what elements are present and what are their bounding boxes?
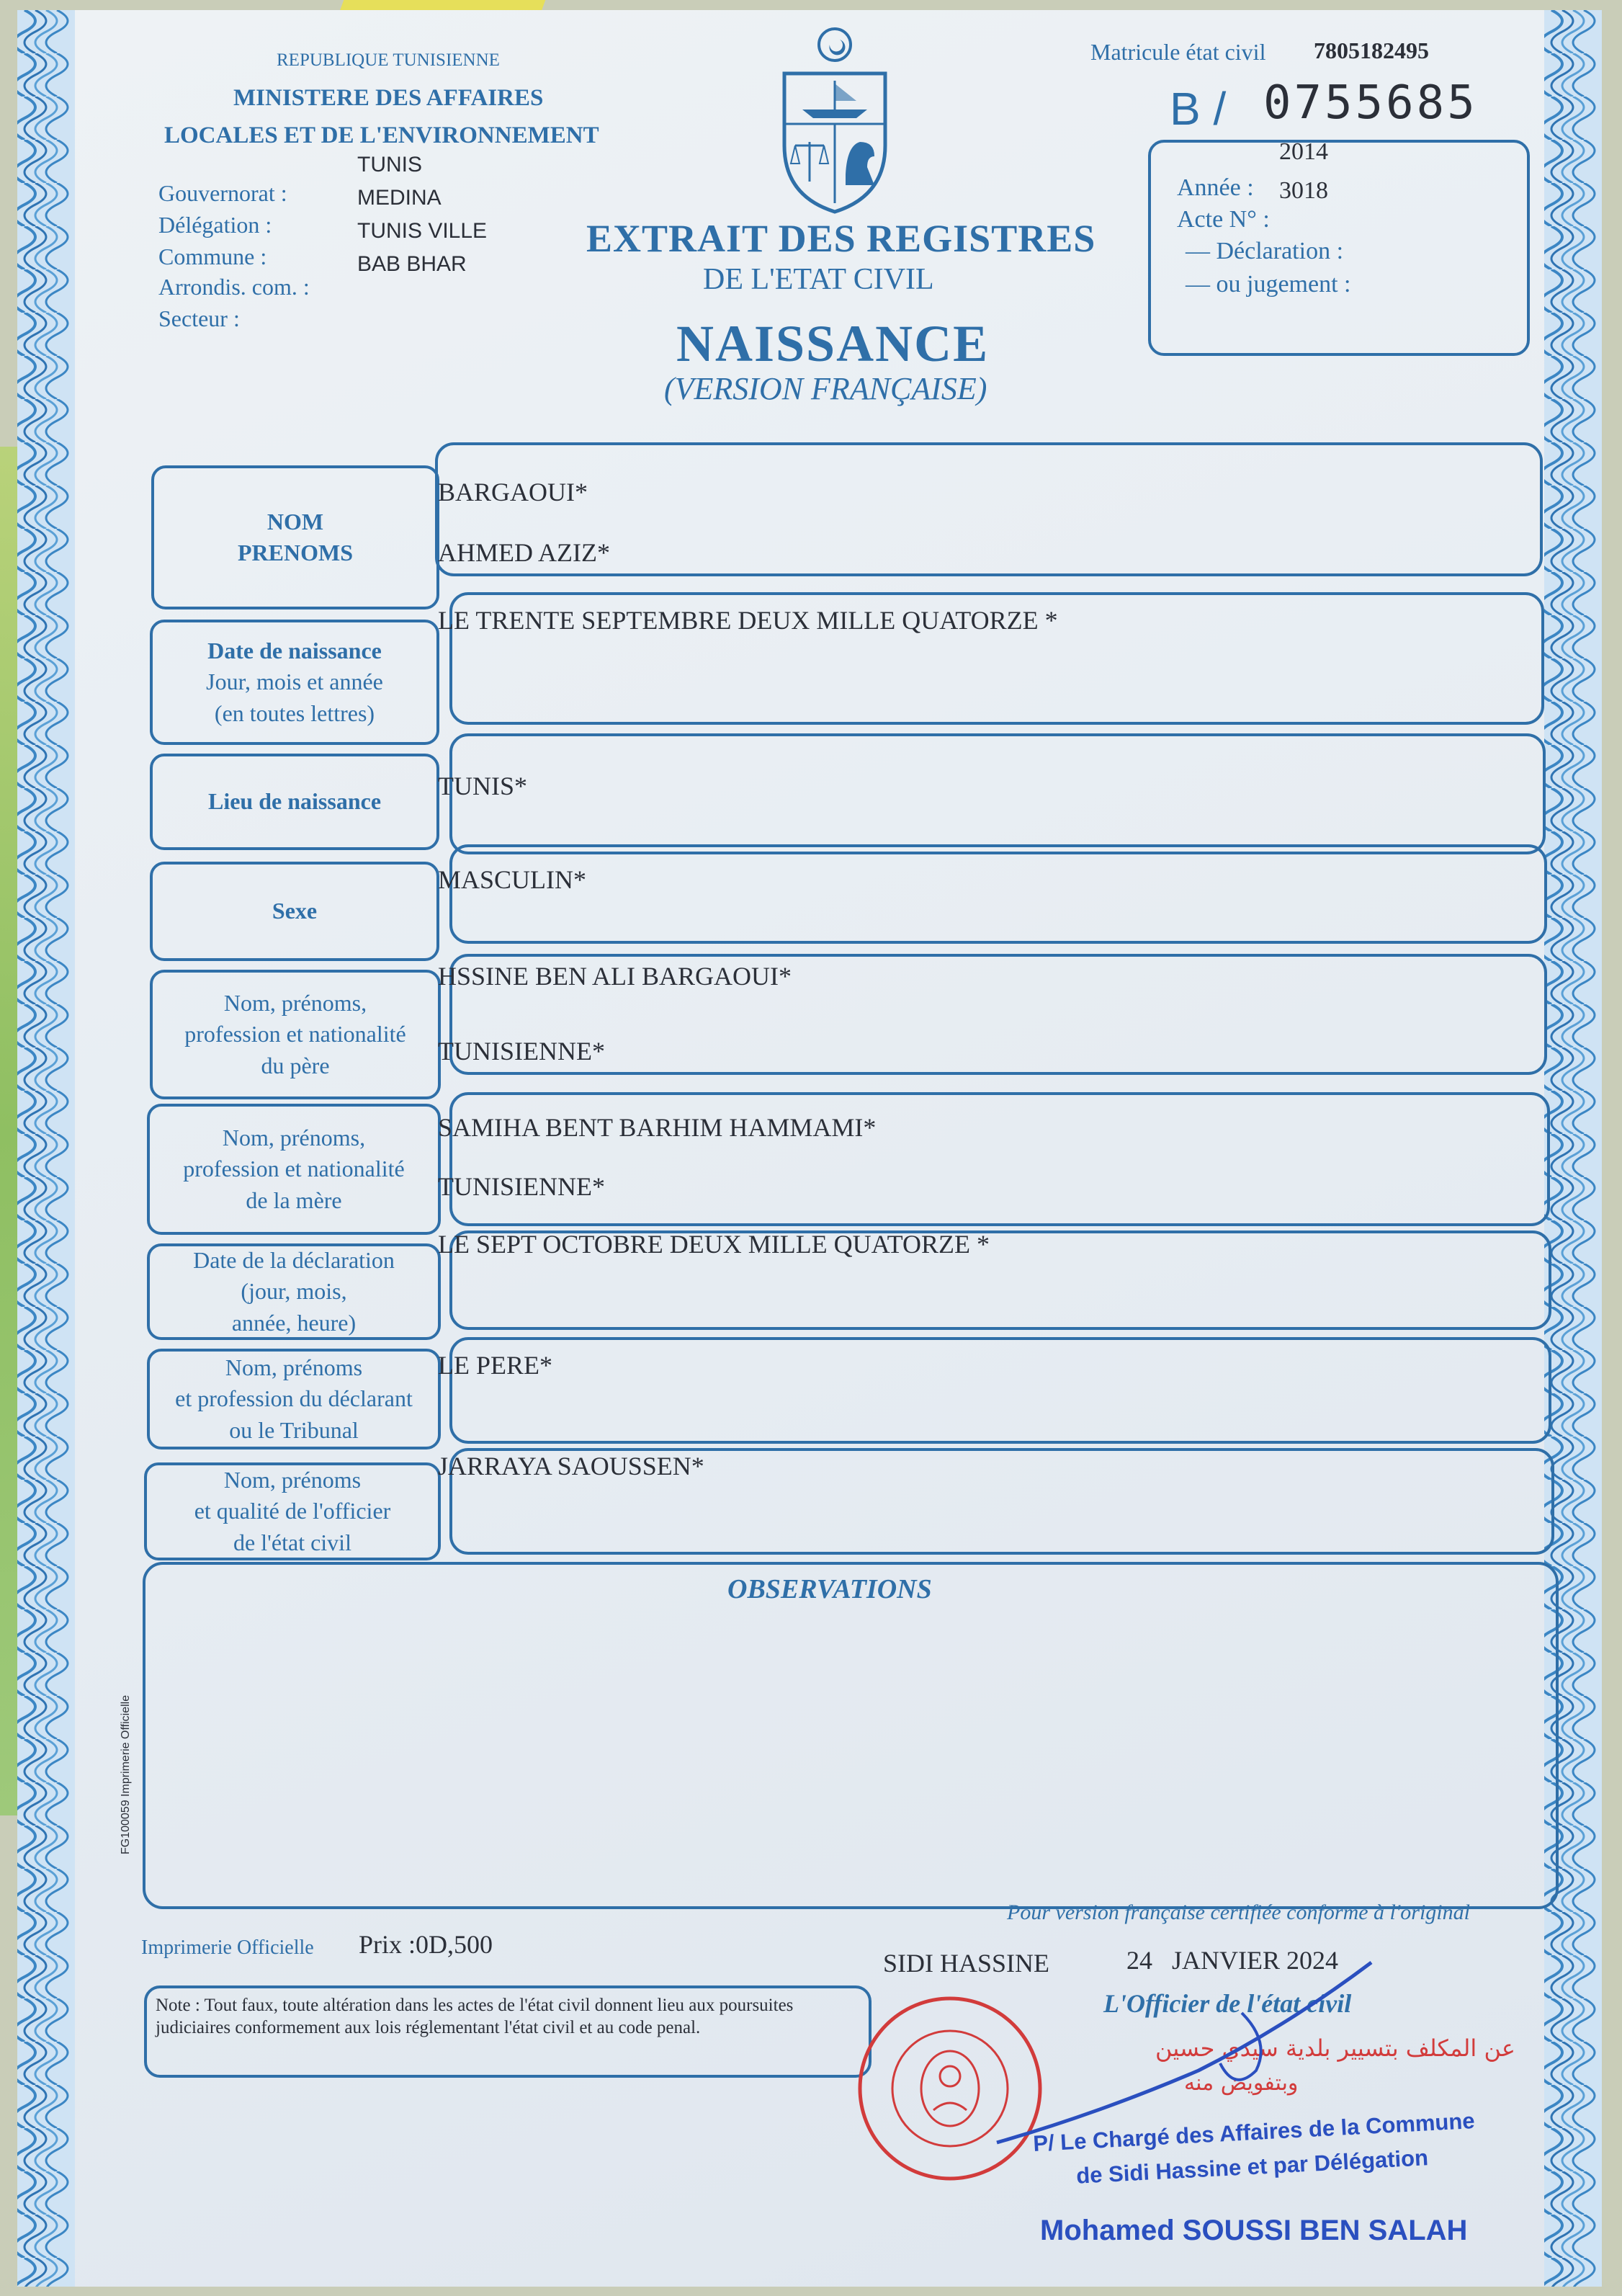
place-label: SIDI HASSINE <box>883 1949 1050 1978</box>
declarant-value-cell <box>449 1337 1551 1444</box>
observations-box <box>143 1562 1559 1909</box>
pere-value1: HSSINE BEN ALI BARGAOUI* <box>438 962 792 991</box>
mere-value1: SAMIHA BENT BARHIM HAMMAMI* <box>438 1113 877 1142</box>
date-naissance-label1: Date de naissance <box>207 638 382 664</box>
declarant-label1: Nom, prénoms <box>225 1354 363 1381</box>
document-version: (VERSION FRANÇAISE) <box>664 371 987 406</box>
ministry-line1: MINISTERE DES AFFAIRES <box>233 85 544 111</box>
mere-label1: Nom, prénoms, <box>222 1125 366 1151</box>
acte-label: Acte N° : <box>1177 206 1270 233</box>
delegation-label: Délégation : <box>158 212 272 238</box>
stamp-line1: P/ Le Chargé des Affaires de la Commune <box>1032 2107 1476 2157</box>
prenoms-value: AHMED AZIZ* <box>438 538 610 567</box>
lieu-label-cell <box>150 754 439 850</box>
imprimerie-label: Imprimerie Officielle <box>141 1937 314 1959</box>
mere-label3: de la mère <box>246 1187 342 1213</box>
arrondis-label: Arrondis. com. : <box>158 274 310 300</box>
pere-label-cell <box>150 970 441 1099</box>
tunisia-coat-of-arms-icon <box>766 23 903 218</box>
serial-prefix: B / <box>1170 83 1227 135</box>
officier-value: JARRAYA SAOUSSEN* <box>438 1452 704 1480</box>
annee-value: 2014 <box>1279 138 1328 165</box>
pere-label2: profession et nationalité <box>184 1021 406 1048</box>
legal-note: Note : Tout faux, toute altération dans les actes de l'état civil donnent lieu aux poursuites judiciaires conformement aux lois réglementant l'état civil et au code penal. <box>156 1996 794 2038</box>
prenoms-label: PRENOMS <box>238 540 353 566</box>
document-type: NAISSANCE <box>676 315 990 372</box>
side-print-label: FG100059 Imprimerie Officielle <box>120 1694 132 1854</box>
declarant-label2: et profession du déclarant <box>175 1385 413 1412</box>
sexe-label-cell <box>150 862 439 961</box>
certified-label: Pour version française certifiée conforme à l'original <box>1007 1900 1470 1924</box>
declaration-date-label-cell <box>147 1243 441 1340</box>
mere-label-cell <box>147 1104 441 1235</box>
left-wave-border <box>17 10 75 2287</box>
lieu-value: TUNIS* <box>438 772 527 800</box>
matricule-value: 7805182495 <box>1314 37 1429 63</box>
commune-label: Commune : <box>158 244 267 269</box>
declaration-date-label2: (jour, mois, <box>241 1278 347 1305</box>
right-wave-border <box>1544 10 1602 2287</box>
lieu-label: Lieu de naissance <box>207 788 382 815</box>
declaration-date-value: LE SEPT OCTOBRE DEUX MILLE QUATORZE * <box>438 1230 990 1259</box>
delegation-value: MEDINA <box>357 186 442 210</box>
stamp-name: Mohamed SOUSSI BEN SALAH <box>1040 2215 1468 2246</box>
officier-label-cell <box>144 1462 441 1560</box>
declaration-date-label3: année, heure) <box>231 1309 357 1336</box>
matricule-label: Matricule état civil <box>1090 39 1266 65</box>
commune-value: TUNIS VILLE <box>357 219 488 243</box>
date-naissance-value: LE TRENTE SEPTEMBRE DEUX MILLE QUATORZE * <box>438 606 1058 635</box>
sexe-value-cell <box>449 844 1547 944</box>
pere-value2: TUNISIENNE* <box>438 1037 605 1066</box>
nom-label-cell <box>151 465 439 609</box>
signature-icon <box>982 1955 1415 2171</box>
birth-certificate-document <box>17 10 1602 2287</box>
declarant-label3: ou le Tribunal <box>229 1416 359 1443</box>
pere-label1: Nom, prénoms, <box>223 990 367 1017</box>
jugement-label: — ou jugement : <box>1186 271 1351 298</box>
observations-label: OBSERVATIONS <box>727 1574 932 1604</box>
declaration-date-label1: Date de la déclaration <box>193 1247 395 1274</box>
lieu-value-cell <box>449 733 1546 854</box>
date-naissance-label-cell <box>150 620 439 745</box>
date-naissance-label3: (en toutes lettres) <box>214 700 375 726</box>
arrondis-value: BAB BHAR <box>357 252 467 276</box>
document-subtitle: DE L'ETAT CIVIL <box>703 263 934 296</box>
gouvernorat-label: Gouvernorat : <box>158 180 287 206</box>
document-title: EXTRAIT DES REGISTRES <box>586 217 1096 260</box>
officier-label2: et qualité de l'officier <box>194 1498 391 1524</box>
date-label: 24 JANVIER 2024 <box>1126 1946 1338 1975</box>
ministry-line2: LOCALES ET DE L'ENVIRONNEMENT <box>164 122 599 148</box>
officer-title: L'Officier de l'état civil <box>1103 1989 1352 2018</box>
serial-number: 0755685 <box>1263 76 1478 130</box>
stamp-line2: de Sidi Hassine et par Délégation <box>1075 2145 1429 2189</box>
acte-value: 3018 <box>1279 177 1328 204</box>
sexe-label: Sexe <box>272 898 318 924</box>
officier-label3: de l'état civil <box>233 1529 351 1555</box>
declarant-label-cell <box>147 1349 441 1449</box>
mere-label2: profession et nationalité <box>183 1156 405 1182</box>
nom-value: BARGAOUI* <box>438 478 588 506</box>
nom-label: NOM <box>266 508 324 535</box>
mere-value2: TUNISIENNE* <box>438 1172 605 1201</box>
stamp-arabic-line1: عن المكلف بتسيير بلدية سيدي حسين <box>1155 2034 1515 2062</box>
pere-label3: du père <box>261 1052 330 1078</box>
declaration-label: — Déclaration : <box>1186 238 1344 264</box>
declarant-value: LE PERE* <box>438 1351 552 1380</box>
officier-label1: Nom, prénoms <box>223 1467 362 1493</box>
prix-label: Prix :0D,500 <box>359 1930 493 1959</box>
annee-label: Année : <box>1177 174 1254 201</box>
sexe-value: MASCULIN* <box>438 865 587 894</box>
gouvernorat-value: TUNIS <box>357 153 422 177</box>
stamp-arabic-line2: وبتفويض منه <box>1184 2071 1299 2096</box>
date-naissance-label2: Jour, mois et année <box>206 669 383 695</box>
republic-label: REPUBLIQUE TUNISIENNE <box>277 50 500 70</box>
secteur-label: Secteur : <box>158 305 240 331</box>
